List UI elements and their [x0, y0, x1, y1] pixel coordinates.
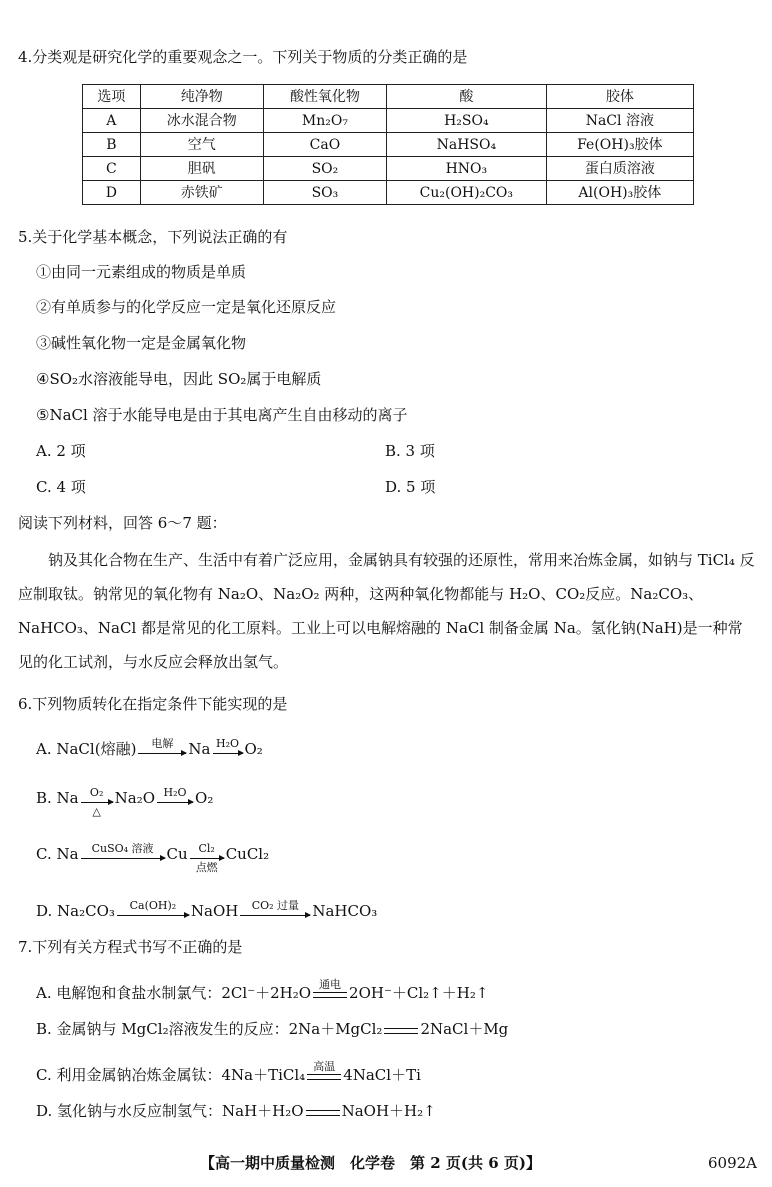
- q7a-left: A. 电解饱和食盐水制氯气：2Cl⁻＋2H₂O: [36, 984, 312, 1002]
- cell-oxide: CaO: [263, 133, 386, 157]
- cell-pure: 空气: [140, 133, 263, 157]
- q6d-prefix: D. Na₂CO₃: [36, 902, 115, 920]
- reaction-arrow: [138, 737, 186, 754]
- table-row: [83, 109, 694, 133]
- arrow-condition: H₂O: [215, 737, 240, 750]
- cell-oxide: SO₃: [263, 181, 386, 205]
- q6a-mid: Na: [188, 740, 211, 758]
- arrow-condition: CO₂ 过量: [251, 899, 300, 912]
- q5-stem: 5.关于化学基本概念，下列说法正确的有: [18, 228, 288, 246]
- q5-option-a: A. 2 项: [36, 442, 86, 460]
- q5-statement-2: ②有单质参与的化学反应一定是氧化还原反应: [36, 298, 337, 316]
- cell-option: D: [83, 181, 141, 205]
- cell-pure: 胆矾: [140, 157, 263, 181]
- q7-option-c: [36, 1060, 421, 1084]
- arrow-condition-below: 点燃: [195, 861, 218, 874]
- arrow-condition: CuSO₄ 溶液: [91, 842, 154, 855]
- q5-option-b: B. 3 项: [385, 442, 435, 460]
- material-text: 钠及其化合物在生产、生活中有着广泛应用，金属钠具有较强的还原性，常用来冶炼金属，如钠与 TiCl₄ 反应制取钛。钠常见的氧化物有 Na₂O、Na₂O₂ 两种，这两种氧化物都能与 H₂O、CO₂反应。Na₂CO₃、NaHCO₃、NaCl 都是常见的化工原料。工业上可以电解熔融的 NaCl 制备金属 Na。氢化钠(NaH)是一种常见的化工试剂，与水反应会释放出氢气。: [18, 551, 755, 671]
- q6c-product: CuCl₂: [225, 845, 270, 863]
- q6b-product: O₂: [195, 789, 214, 807]
- reaction-arrow: [81, 786, 113, 818]
- equals-sign: [384, 1028, 418, 1034]
- q6b-mid: Na₂O: [114, 789, 156, 807]
- table-row: [83, 157, 694, 181]
- q7b-left: B. 金属钠与 MgCl₂溶液发生的反应：2Na＋MgCl₂: [36, 1020, 383, 1038]
- cell-oxide: SO₂: [263, 157, 386, 181]
- q5-statement-4: ④SO₂水溶液能导电，因此 SO₂属于电解质: [36, 370, 322, 388]
- arrow-condition: Cl₂: [198, 842, 215, 855]
- table-header-row: [83, 85, 694, 109]
- q7d-right: NaOH＋H₂↑: [341, 1102, 436, 1120]
- q6-stem: 6.下列物质转化在指定条件下能实现的是: [18, 695, 288, 713]
- q7-option-d: [36, 1104, 436, 1119]
- paper-code: 6092A: [708, 1154, 758, 1172]
- q7c-left: C. 利用金属钠冶炼金属钛：4Na＋TiCl₄: [36, 1066, 306, 1084]
- q5-statement-3: ③碱性氧化物一定是金属氧化物: [36, 334, 247, 352]
- reaction-arrow: [157, 786, 193, 803]
- q6c-prefix: C. Na: [36, 845, 79, 863]
- table-row: [83, 181, 694, 205]
- q7-option-a: [36, 978, 489, 1002]
- q6b-prefix: B. Na: [36, 789, 79, 807]
- arrow-condition-below: △: [92, 805, 101, 818]
- material-paragraph: [18, 543, 756, 679]
- equals-sign: [307, 1060, 341, 1080]
- table-row: [83, 133, 694, 157]
- arrow-condition: O₂: [89, 786, 104, 799]
- arrow-condition: 电解: [151, 737, 174, 750]
- header-pure: 纯净物: [140, 85, 263, 109]
- reaction-arrow: [213, 737, 243, 754]
- cell-acid: HNO₃: [387, 157, 547, 181]
- q7c-right: 4NaCl＋Ti: [343, 1066, 421, 1084]
- q6d-mid: NaOH: [190, 902, 239, 920]
- cell-option: A: [83, 109, 141, 133]
- arrow-condition: H₂O: [163, 786, 187, 799]
- equals-sign: [306, 1110, 340, 1116]
- material-intro: 阅读下列材料，回答 6～7 题：: [18, 514, 227, 532]
- q7b-right: 2NaCl＋Mg: [420, 1020, 509, 1038]
- page-footer: 【高一期中质量检测 化学卷 第 2 页(共 6 页)】: [200, 1154, 541, 1172]
- cell-colloid: Fe(OH)₃胶体: [546, 133, 693, 157]
- q5-option-c: C. 4 项: [36, 478, 86, 496]
- q7-option-b: [36, 1022, 508, 1037]
- equation-condition: 高温: [313, 1060, 336, 1073]
- classification-table: [82, 84, 694, 205]
- cell-colloid: 蛋白质溶液: [546, 157, 693, 181]
- q6-option-d: [36, 899, 378, 920]
- cell-acid: H₂SO₄: [387, 109, 547, 133]
- reaction-arrow: [190, 842, 224, 874]
- cell-colloid: Al(OH)₃胶体: [546, 181, 693, 205]
- q5-option-d: D. 5 项: [385, 478, 436, 496]
- cell-pure: 赤铁矿: [140, 181, 263, 205]
- arrow-condition: Ca(OH)₂: [129, 899, 177, 912]
- reaction-arrow: [81, 842, 165, 859]
- header-colloid: 胶体: [546, 85, 693, 109]
- header-acid: 酸: [387, 85, 547, 109]
- q7-stem: 7.下列有关方程式书写不正确的是: [18, 938, 243, 956]
- cell-colloid: NaCl 溶液: [546, 109, 693, 133]
- q5-statement-1: ①由同一元素组成的物质是单质: [36, 263, 247, 281]
- q6a-prefix: A. NaCl(熔融): [36, 740, 137, 758]
- q6c-mid: Cu: [166, 845, 188, 863]
- q6d-product: NaHCO₃: [312, 902, 378, 920]
- reaction-arrow: [117, 899, 189, 916]
- header-option: 选项: [83, 85, 141, 109]
- cell-acid: NaHSO₄: [387, 133, 547, 157]
- equals-sign: [313, 978, 347, 998]
- reaction-arrow: [240, 899, 310, 916]
- cell-option: C: [83, 157, 141, 181]
- cell-pure: 冰水混合物: [140, 109, 263, 133]
- equation-condition: 通电: [319, 978, 342, 991]
- q6-option-c: [36, 842, 270, 874]
- q7d-left: D. 氢化钠与水反应制氢气：NaH＋H₂O: [36, 1102, 304, 1120]
- cell-option: B: [83, 133, 141, 157]
- header-acidic-oxide: 酸性氧化物: [263, 85, 386, 109]
- q5-statement-5: ⑤NaCl 溶于水能导电是由于其电离产生自由移动的离子: [36, 406, 408, 424]
- q4-stem: 4.分类观是研究化学的重要观念之一。下列关于物质的分类正确的是: [18, 48, 468, 66]
- q6a-product: O₂: [244, 740, 263, 758]
- q6-option-a: [36, 737, 263, 758]
- cell-oxide: Mn₂O₇: [263, 109, 386, 133]
- cell-acid: Cu₂(OH)₂CO₃: [387, 181, 547, 205]
- q7a-right: 2OH⁻＋Cl₂↑＋H₂↑: [349, 984, 489, 1002]
- q6-option-b: [36, 786, 214, 818]
